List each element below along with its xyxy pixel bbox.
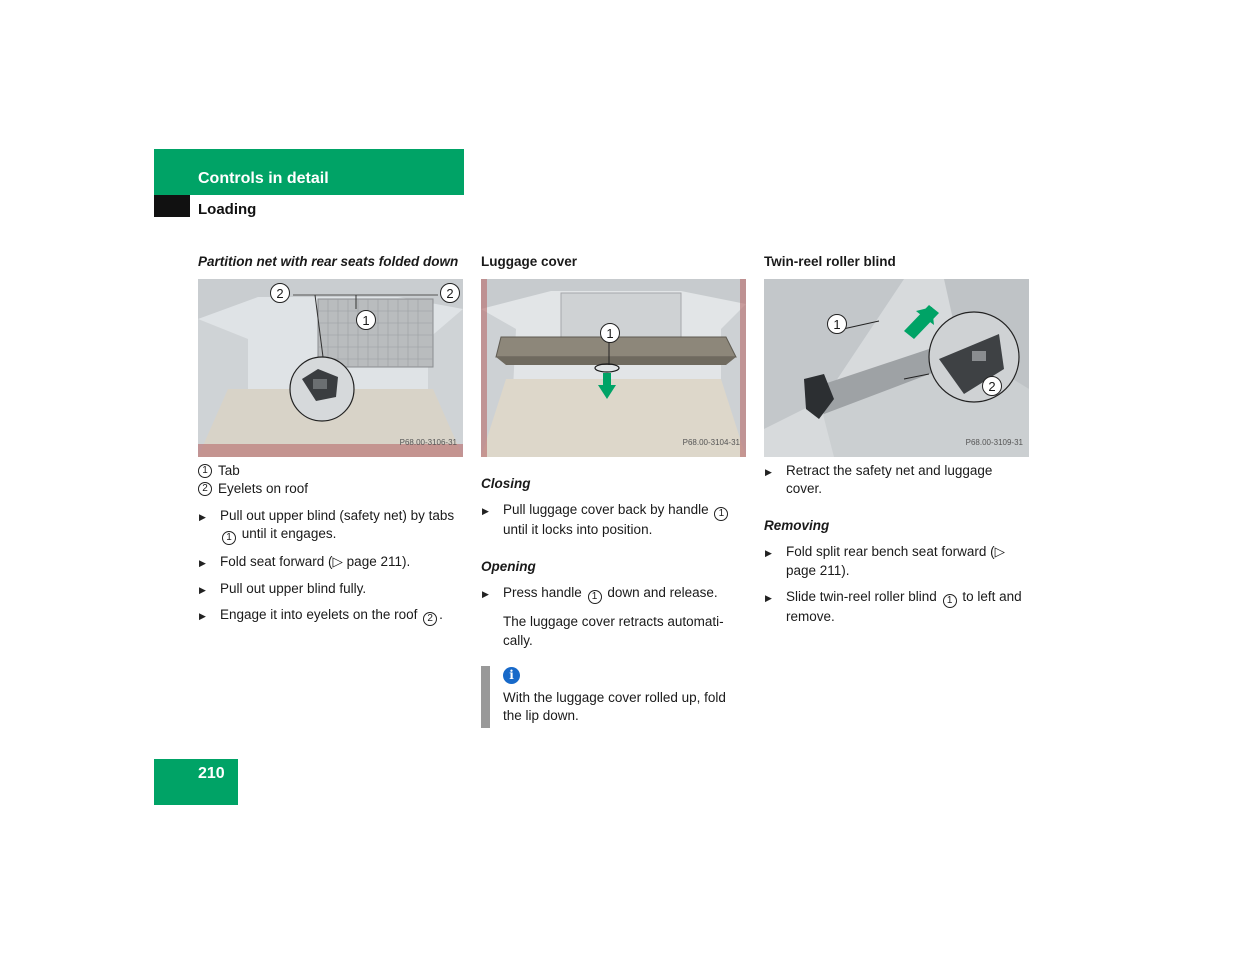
step-text: Pull luggage cover back by handle [503,502,709,517]
partition-net-figure [198,279,463,457]
instruction-step [198,553,464,572]
step-text: down and release. [607,585,718,600]
roller-blind-illustration [764,279,1029,457]
column-partition-net [198,253,464,626]
removing-heading: Removing [764,517,830,533]
instruction-step [198,580,464,599]
page-number-box [154,759,238,805]
step-ref-number: 2 [423,612,437,626]
info-note [481,666,747,726]
step-ref-number: 1 [222,531,236,545]
section-title: Controls in detail [198,170,329,187]
luggage-cover-figure [481,279,746,457]
step-text: Engage it into eyelets on the roof [220,607,418,622]
step-text: Pull out upper blind (safety net) by tabs [220,507,455,523]
step-text: to left and remove. [786,589,1022,624]
column-luggage-cover [481,253,747,726]
instruction-step [198,507,464,546]
figure-code: P68.00-3104-31 [682,438,740,447]
legend-number: 1 [198,464,212,478]
instruction-step [764,462,1030,499]
figure-code: P68.00-3106-31 [399,438,457,447]
instruction-step [198,606,464,626]
info-bar [481,666,490,728]
callout-2: 2 [982,376,1002,396]
step-text: Pull out upper blind fully. [220,580,367,596]
closing-heading: Closing [481,475,531,491]
info-icon: i [503,667,520,684]
figure-code: P68.00-3109-31 [965,438,1023,447]
step-text: Press handle [503,585,582,600]
step-ref-number: 1 [943,594,957,608]
partition-net-illustration [198,279,463,457]
legend-item [198,462,464,481]
roller-blind-figure [764,279,1029,457]
legend-text: Eyelets on roof [218,481,309,496]
step-text: until it engages. [241,526,337,541]
subsection-marker [154,195,190,217]
opening-note: The luggage cover retracts automati-cally. [503,614,724,648]
step-ref-number: 1 [588,590,602,604]
instruction-step [481,584,747,604]
luggage-cover-heading: Luggage cover [481,254,578,269]
callout-2-right: 2 [440,283,460,303]
step-text: . [439,607,443,622]
step-text: until it locks into position. [503,522,653,537]
step-text: Slide twin-reel roller blind [786,589,937,604]
partition-net-heading: Partition net with rear seats folded down [198,254,459,269]
page-number: 210 [198,765,225,782]
luggage-cover-illustration [481,279,746,457]
callout-2-left: 2 [270,283,290,303]
info-text: With the luggage cover rolled up, fold the lip down. [503,689,726,723]
figure-legend [198,462,464,499]
step-text: Retract the safety net and luggage cover. [786,462,993,496]
instruction-step [764,543,1030,580]
subsection-title: Loading [198,201,257,218]
roller-blind-heading: Twin-reel roller blind [764,254,896,269]
callout-1: 1 [600,323,620,343]
opening-heading: Opening [481,558,536,574]
instruction-step [764,588,1030,627]
legend-number: 2 [198,482,212,496]
instruction-step [481,501,747,540]
step-ref-number: 1 [714,507,728,521]
callout-1: 1 [356,310,376,330]
column-roller-blind [764,253,1030,627]
legend-item [198,480,464,499]
step-text: Fold split rear bench seat forward (▷ page 211). [786,544,1005,578]
callout-1: 1 [827,314,847,334]
legend-text: Tab [218,462,240,478]
step-text: Fold seat forward (▷ page 211). [220,554,411,569]
